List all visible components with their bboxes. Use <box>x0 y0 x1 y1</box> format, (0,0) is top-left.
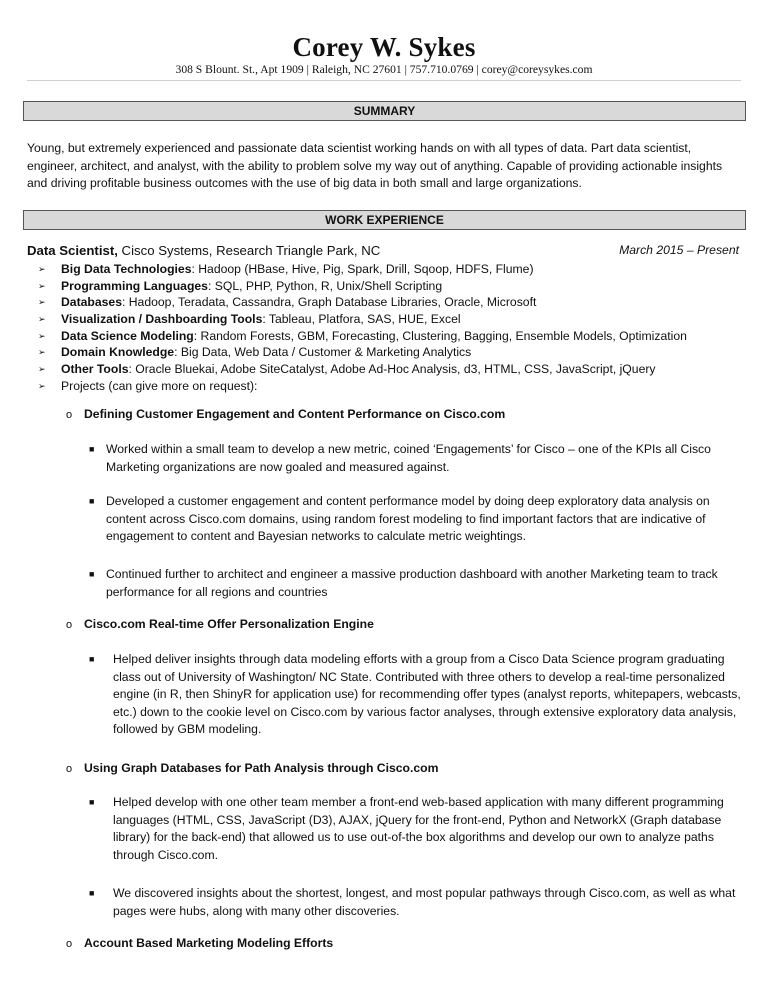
job-line <box>27 242 739 259</box>
project-bullet: ■ Helped deliver insights through data modeling efforts with a group from a Cisco Data Science program graduating class out of University of Washington/ NC State. Contributed with three others to develop a real-time personalized engine (in R, then ShinyR for application use) for recommending offer types (analyst reports, whitepapers, webcasts, etc.) down to the cookie level on Cisco.com by various factor analyses, through extensive exploratory data analysis, followed by GBM modeling. <box>89 652 741 737</box>
project-bullet: ■ Worked within a small team to develop a new metric, coined ‘Engagements’ for Cisco – one of the KPIs all Cisco Marketing organizations are now goaled and measured against. <box>89 442 711 474</box>
job-title: Data Scientist, <box>27 243 118 258</box>
skills-list <box>38 261 738 395</box>
skill-item: ➢ Programming Languages: SQL, PHP, Python, R, Unix/Shell Scripting <box>38 278 443 293</box>
candidate-name: Corey W. Sykes <box>292 32 476 62</box>
arrow-bullet-icon: ➢ <box>38 314 46 325</box>
square-bullet-icon: ■ <box>89 797 95 807</box>
project-bullet: ■ We discovered insights about the shortest, longest, and most popular pathways through Cisco.com, as well as what pages were hubs, along with many other discoveries. <box>89 886 736 918</box>
square-bullet-icon: ■ <box>89 569 95 579</box>
job-dates: March 2015 – Present <box>619 243 739 257</box>
square-bullet-icon: ■ <box>89 496 95 506</box>
summary-heading: SUMMARY <box>23 101 746 121</box>
skill-item: ➢ Big Data Technologies: Hadoop (HBase, Hive, Pig, Spark, Drill, Sqoop, HDFS, Flume) <box>38 262 534 276</box>
square-bullet-icon: ■ <box>89 888 95 898</box>
project-title: o Account Based Marketing Modeling Efforts <box>66 935 333 953</box>
arrow-bullet-icon: ➢ <box>38 364 46 375</box>
work-experience-heading: WORK EXPERIENCE <box>23 210 746 230</box>
circle-bullet-icon: o <box>66 938 73 950</box>
skill-item: ➢ Visualization / Dashboarding Tools: Tableau, Platfora, SAS, HUE, Excel <box>38 312 461 327</box>
project-title: o Using Graph Databases for Path Analysis through Cisco.com <box>66 760 438 778</box>
summary-text: Young, but extremely experienced and passionate data scientist working hands on with all types of data. Part data scientist, engineer, architect, and analyst, with the ability to problem solve my way out of anything. Capable of providing actionable insights and driving profitable business outcomes with the use of big data in both small and large organizations. <box>27 141 723 191</box>
project-bullet: ■ Helped develop with one other team member a front-end web-based application with many different programming languages (HTML, CSS, JavaScript (D3), AJAX, jQuery for the front-end, Python and NetworkX (Graph database library) for the back-end) that allowed us to use out-of-the box algorithms and develop our own to analyze paths through Cisco.com. <box>89 795 724 862</box>
arrow-bullet-icon: ➢ <box>38 380 46 391</box>
skill-item: ➢ Projects (can give more on request): <box>38 378 258 393</box>
job-company: Cisco Systems, Research Triangle Park, NC <box>117 243 381 258</box>
square-bullet-icon: ■ <box>89 444 95 454</box>
arrow-bullet-icon: ➢ <box>38 297 46 308</box>
circle-bullet-icon: o <box>66 763 73 775</box>
square-bullet-icon: ■ <box>89 654 95 664</box>
arrow-bullet-icon: ➢ <box>38 264 46 274</box>
skill-item: ➢ Data Science Modeling: Random Forests, GBM, Forecasting, Clustering, Bagging, Ensemble Models, Optimization <box>38 328 687 343</box>
header-divider <box>27 80 741 81</box>
skill-item: ➢ Databases: Hadoop, Teradata, Cassandra, Graph Database Libraries, Oracle, Microsoft <box>38 295 537 310</box>
project-title: o Cisco.com Real-time Offer Personalization Engine <box>66 616 374 634</box>
arrow-bullet-icon: ➢ <box>38 330 46 341</box>
project-bullet: ■ Developed a customer engagement and content performance model by doing deep exploratory data analysis on content across Cisco.com domains, using random forest modeling to find important factors that are indicative of engagement to content and Bayesian networks to calculate metric weightings. <box>89 494 710 544</box>
project-bullet: ■ Continued further to architect and engineer a massive production dashboard with another Marketing team to track performance for all regions and countries <box>89 567 718 599</box>
skill-item: ➢ Domain Knowledge: Big Data, Web Data / Customer & Marketing Analytics <box>38 345 472 360</box>
circle-bullet-icon: o <box>66 619 73 631</box>
project-title: o Defining Customer Engagement and Content Performance on Cisco.com <box>66 406 505 424</box>
arrow-bullet-icon: ➢ <box>38 347 46 358</box>
circle-bullet-icon: o <box>66 409 73 421</box>
skill-item: ➢ Other Tools: Oracle Bluekai, Adobe SiteCatalyst, Adobe Ad-Hoc Analysis, d3, HTML, CSS, JavaScript, jQuery <box>38 362 656 377</box>
contact-line: 308 S Blount. St., Apt 1909 | Raleigh, NC 27601 | 757.710.0769 | corey@coreysykes.com <box>175 63 593 76</box>
arrow-bullet-icon: ➢ <box>38 280 46 291</box>
